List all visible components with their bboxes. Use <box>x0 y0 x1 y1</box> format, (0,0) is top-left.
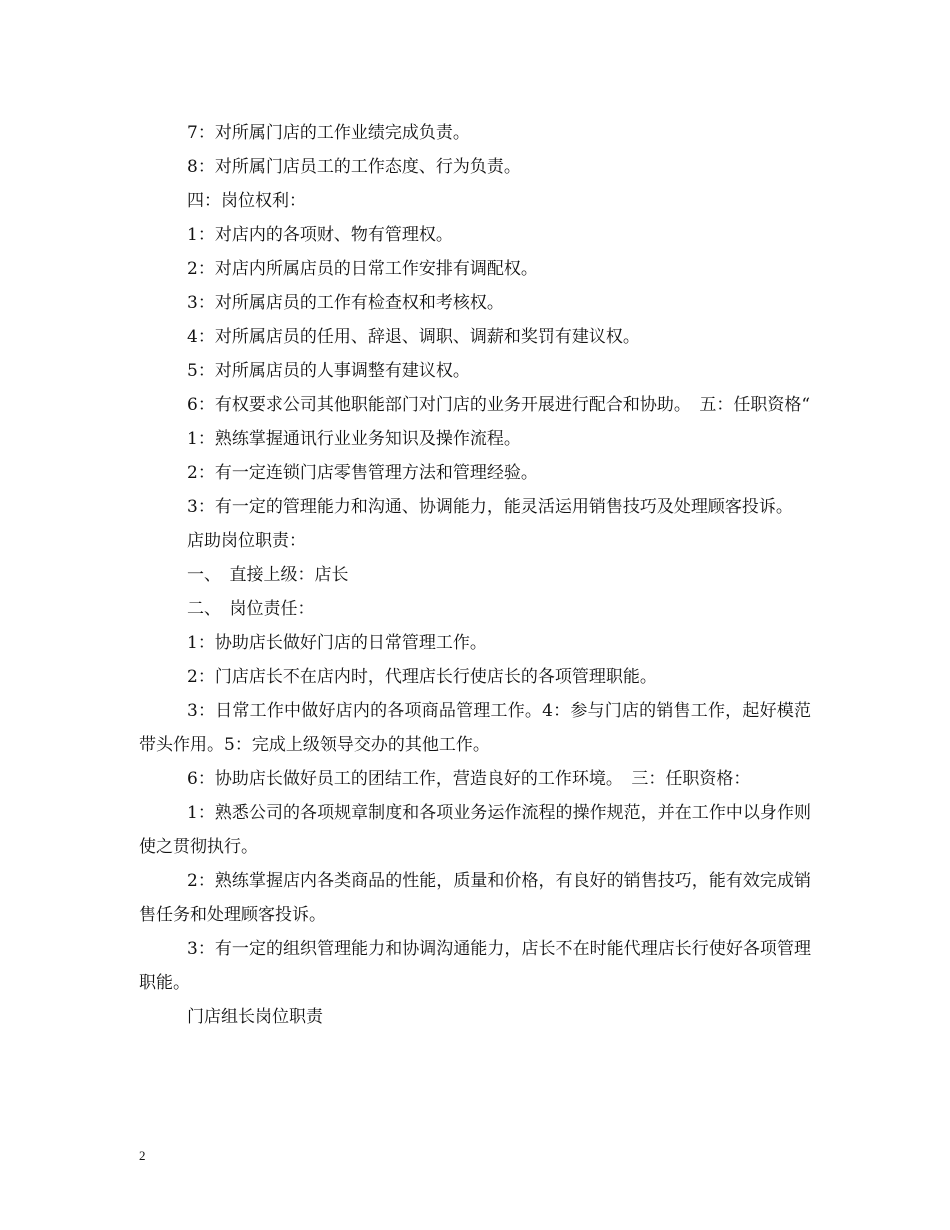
paragraph: 1：对店内的各项财、物有管理权。 <box>187 225 453 245</box>
paragraph: 3：对所属店员的工作有检查权和考核权。 <box>187 293 504 313</box>
paragraph: 3：有一定的组织管理能力和协调沟通能力，店长不在时能代理店长行使好各项管理职能。 <box>139 939 811 993</box>
paragraph: 6：有权要求公司其他职能部门对门店的业务开展进行配合和协助。 五：任职资格“ <box>187 395 811 415</box>
paragraph: 2：门店店长不在店内时，代理店长行使店长的各项管理职能。 <box>187 667 657 687</box>
page-number: 2 <box>139 1148 146 1163</box>
paragraph: 3：有一定的管理能力和沟通、协调能力，能灵活运用销售技巧及处理顾客投诉。 <box>187 497 793 517</box>
paragraph: 一、 直接上级：店长 <box>187 565 349 585</box>
document-body <box>139 116 811 1034</box>
paragraph: 6：协助店长做好员工的团结工作，营造良好的工作环境。 三：任职资格： <box>187 769 751 789</box>
paragraph: 二、 岗位责任： <box>187 599 315 619</box>
paragraph: 4：对所属店员的任用、辞退、调职、调薪和奖罚有建议权。 <box>187 327 640 347</box>
paragraph: 7：对所属门店的工作业绩完成负责。 <box>187 123 470 143</box>
paragraph: 2：有一定连锁门店零售管理方法和管理经验。 <box>187 463 538 483</box>
section-heading: 四：岗位权利： <box>187 191 306 211</box>
paragraph: 1：熟练掌握通讯行业业务知识及操作流程。 <box>187 429 521 449</box>
paragraph: 1：熟悉公司的各项规章制度和各项业务运作流程的操作规范，并在工作中以身作则使之贯彻执行。 <box>139 803 811 857</box>
paragraph: 1：协助店长做好门店的日常管理工作。 <box>187 633 487 653</box>
section-heading: 门店组长岗位职责 <box>187 1007 323 1027</box>
paragraph: 2：熟练掌握店内各类商品的性能，质量和价格，有良好的销售技巧，能有效完成销售任务和处理顾客投诉。 <box>139 871 811 925</box>
paragraph: 2：对店内所属店员的日常工作安排有调配权。 <box>187 259 538 279</box>
paragraph: 3：日常工作中做好店内的各项商品管理工作。4：参与门店的销售工作，起好模范带头作用。5：完成上级领导交办的其他工作。 <box>139 701 811 755</box>
paragraph: 8：对所属门店员工的工作态度、行为负责。 <box>187 157 521 177</box>
section-heading: 店助岗位职责： <box>187 531 306 551</box>
paragraph: 5：对所属店员的人事调整有建议权。 <box>187 361 470 381</box>
